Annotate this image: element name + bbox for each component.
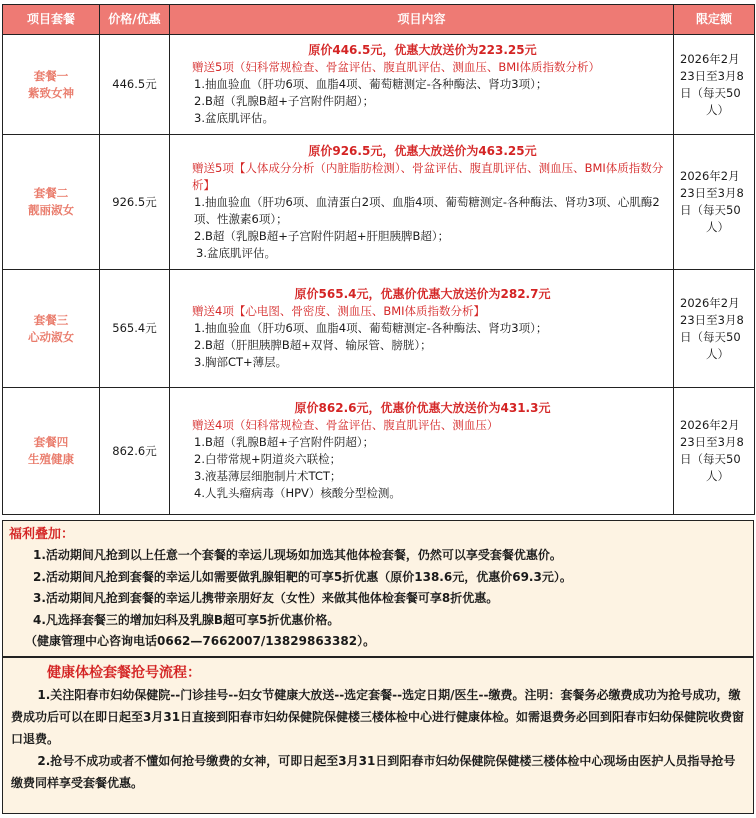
package-name: 套餐二 靓丽淑女 xyxy=(3,135,100,270)
content-item: 3.胸部CT+薄层。 xyxy=(194,355,288,369)
package-name: 套餐四 生殖健康 xyxy=(3,388,100,515)
content-item: 1.抽血验血（肝功6项、血清蛋白2项、血脂4项、葡萄糖测定-各种酶法、肾功3项、心肌酶2项、性激素6项）； xyxy=(194,194,660,226)
package-name: 套餐一 紫致女神 xyxy=(3,35,100,135)
content-item: 2.B超（乳腺B超+子宫附件阴超+肝胆胰脾B超）； xyxy=(194,228,450,243)
package-price: 565.4元 xyxy=(100,270,170,388)
content-item: 1.抽血验血（肝功6项、血脂4项、葡萄糖测定-各种酶法、肾功3项）； xyxy=(194,77,548,91)
booking-flow-box xyxy=(2,657,754,814)
content-item: 2.B超（乳腺B超+子宫附件阴超）； xyxy=(194,94,375,108)
gift-items: 赠送5项（妇科常规检查、骨盆评估、腹直肌评估、测血压、BMI体质指数分析） xyxy=(192,60,601,74)
price-headline: 原价565.4元，优惠价优惠大放送价为282.7元 xyxy=(294,287,551,301)
gift-items: 赠送4项【心电图、骨密度、测血压、BMI体质指数分析】 xyxy=(192,304,486,318)
header-price: 价格/优惠 xyxy=(100,5,170,35)
header-package: 项目套餐 xyxy=(3,5,100,35)
limit-period: 2026年2月 23日至3月8 日（每天50 人） xyxy=(674,270,755,388)
package-content xyxy=(170,35,674,135)
package-content xyxy=(170,270,674,388)
limit-period: 2026年2月 23日至3月8 日（每天50 人） xyxy=(674,388,755,515)
benefit-line: 1.活动期间凡抢到以上任意一个套餐的幸运儿现场如加选其他体检套餐，仍然可以享受套餐优惠价。 xyxy=(33,548,562,562)
limit-period: 2026年2月 23日至3月8 日（每天50 人） xyxy=(674,135,755,270)
header-limit: 限定额 xyxy=(674,5,755,35)
gift-items: 赠送5项【人体成分分析（内脏脂肪检测）、骨盆评估、腹直肌评估、测血压、BMI体质指数分析】 xyxy=(192,160,664,192)
content-item: 1.B超（乳腺B超+子宫附件阴超）； xyxy=(194,435,375,449)
table-header-row xyxy=(3,5,755,35)
table-row xyxy=(3,270,755,388)
package-content xyxy=(170,388,674,515)
header-content: 项目内容 xyxy=(170,5,674,35)
flow-step: 1.关注阳春市妇幼保健院--门诊挂号--妇女节健康大放送--选定套餐--选定日期/医生--缴费。注明：套餐务必缴费成功为抢号成功，缴费成功后可以在即日起至3月31日直接到阳春市妇幼保健院保健楼三楼体检中心进行健康体检。如需退费务必回到阳春市妇幼保健院收费窗口退费。 xyxy=(11,688,745,746)
benefits-title: 福利叠加： xyxy=(9,527,75,542)
content-item: 3.盆底肌评估。 xyxy=(196,245,276,260)
benefit-line: 2.活动期间凡抢到套餐的幸运儿如需要做乳腺钼靶的可享5折优惠（原价138.6元，优惠价69.3元）。 xyxy=(33,569,572,584)
package-price: 862.6元 xyxy=(100,388,170,515)
content-item: 2.B超（肝胆胰脾B超+双肾、输尿管、膀胱）； xyxy=(194,338,432,352)
content-item: 2.白带常规+阴道炎六联检； xyxy=(194,452,342,466)
content-item: 4.人乳头瘤病毒（HPV）核酸分型检测。 xyxy=(194,486,401,500)
flow-step: 2.抢号不成功或者不懂如何抢号缴费的女神，可即日起至3月31日到阳春市妇幼保健院保健楼三楼体检中心现场由医护人员指导抢号缴费同样享受套餐优惠。 xyxy=(11,754,736,790)
benefit-line: 4.凡选择套餐三的增加妇科及乳腺B超可享5折优惠价格。 xyxy=(33,612,340,627)
package-content xyxy=(170,135,674,270)
flow-title: 健康体检套餐抢号流程： xyxy=(47,665,201,681)
price-headline: 原价862.6元，优惠价优惠大放送价为431.3元 xyxy=(294,401,551,415)
package-price: 926.5元 xyxy=(100,135,170,270)
gift-items: 赠送4项（妇科常规检查、骨盆评估、腹直肌评估、测血压） xyxy=(192,418,499,432)
limit-period: 2026年2月 23日至3月8 日（每天50 人） xyxy=(674,35,755,135)
content-item: 1.抽血验血（肝功6项、血脂4项、葡萄糖测定-各种酶法、肾功3项）； xyxy=(194,321,548,335)
benefits-box xyxy=(2,520,754,657)
content-item: 3.盆底肌评估。 xyxy=(194,111,274,125)
package-table xyxy=(2,4,755,515)
package-name: 套餐三 心动淑女 xyxy=(3,270,100,388)
price-headline: 原价446.5元，优惠大放送价为223.25元 xyxy=(308,43,537,57)
table-row xyxy=(3,135,755,270)
price-headline: 原价926.5元，优惠大放送价为463.25元 xyxy=(308,143,537,158)
package-price: 446.5元 xyxy=(100,35,170,135)
content-item: 3.液基薄层细胞制片术TCT； xyxy=(194,469,342,483)
table-row xyxy=(3,388,755,515)
consult-phone: （健康管理中心咨询电话0662—7662007/13829863382）。 xyxy=(25,634,376,648)
table-row xyxy=(3,35,755,135)
benefit-line: 3.活动期间凡抢到套餐的幸运儿携带亲朋好友（女性）来做其他体检套餐可享8折优惠。 xyxy=(33,591,499,605)
